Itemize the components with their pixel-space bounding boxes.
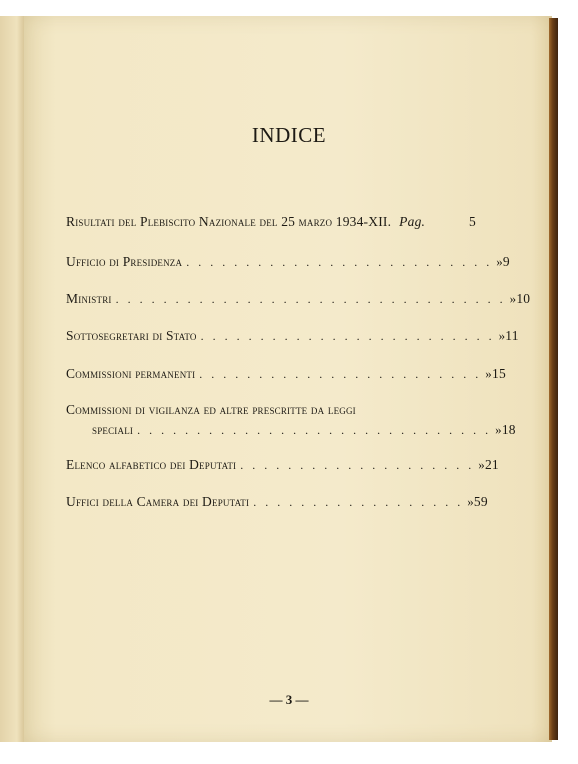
toc-leader-dots: . . . . . . . . . . . . . . . . . . . . . . . . . .: [186, 255, 493, 269]
toc-entry-label: Ministri: [66, 291, 112, 306]
toc-leader-dots: . . . . . . . . . . . . . . . . . . . . . . . . .: [200, 329, 495, 343]
toc-entry-ref: »: [485, 366, 492, 381]
toc-entry-sottosegretari: [66, 328, 519, 348]
toc-entry-commissioni-permanenti: [66, 366, 506, 386]
toc-entry-page: 10: [516, 291, 531, 306]
toc-leader-dots: . . . . . . . . . . . . . . . . . . . .: [240, 458, 475, 472]
toc-entry-ref: »: [467, 494, 474, 509]
toc-entry-page: 9: [502, 254, 510, 269]
toc-entry-risultati: [66, 214, 476, 234]
toc-entry-label: Risultati del Plebiscito Nazionale del 25 marzo 1934-XII.: [66, 214, 392, 229]
toc-entry-page: 59: [473, 494, 488, 509]
toc-entry-uffici-camera: [66, 494, 488, 514]
toc-leader-dots: . . . . . . . . . . . . . . . . . . . . . . . .: [199, 367, 482, 381]
toc-entry-label: Sottosegretari di Stato: [66, 328, 197, 343]
toc-entry-ministri: [66, 291, 531, 311]
toc-leader-dots: . . . . . . . . . . . . . . . . . . . . . . . . . . . . . . . . .: [115, 292, 506, 306]
page-number: — 3 —: [269, 692, 309, 707]
toc-entry-label-cont: speciali: [92, 422, 134, 437]
page-title: INDICE: [251, 123, 327, 147]
toc-entry-page: 11: [505, 328, 519, 343]
toc-entry-ref: »: [478, 457, 485, 472]
toc-entry-page: 21: [484, 457, 499, 472]
toc-entry-ref: »: [498, 328, 506, 343]
toc-entry-page: 18: [501, 422, 516, 437]
toc-entry-label: Elenco alfabetico dei Deputati: [66, 457, 237, 472]
toc-entry-ref: Pag.: [399, 214, 426, 229]
toc-entry-presidenza: [66, 254, 510, 274]
toc-entry-commissioni-vigilanza: [92, 422, 516, 442]
toc-entry-ref: »: [495, 422, 502, 437]
toc-entry-page: 5: [469, 214, 476, 229]
toc-entry-elenco-deputati: [66, 457, 499, 477]
toc-entry-page: 15: [492, 366, 506, 381]
toc-leader-dots: . . . . . . . . . . . . . . . . . .: [253, 495, 464, 509]
toc-entry-ref: »: [509, 291, 517, 306]
toc-entry-label: Uffici della Camera dei Deputati: [66, 494, 250, 509]
toc-entry-label: Commissioni permanenti: [66, 366, 196, 381]
toc-entry-label: Ufficio di Presidenza: [66, 254, 183, 269]
toc-entry-label: Commissioni di vigilanza ed altre prescritte da leggi: [66, 402, 356, 417]
toc-leader-dots: . . . . . . . . . . . . . . . . . . . . . . . . . . . . . .: [137, 423, 492, 437]
toc-entry-ref: »: [496, 254, 503, 269]
